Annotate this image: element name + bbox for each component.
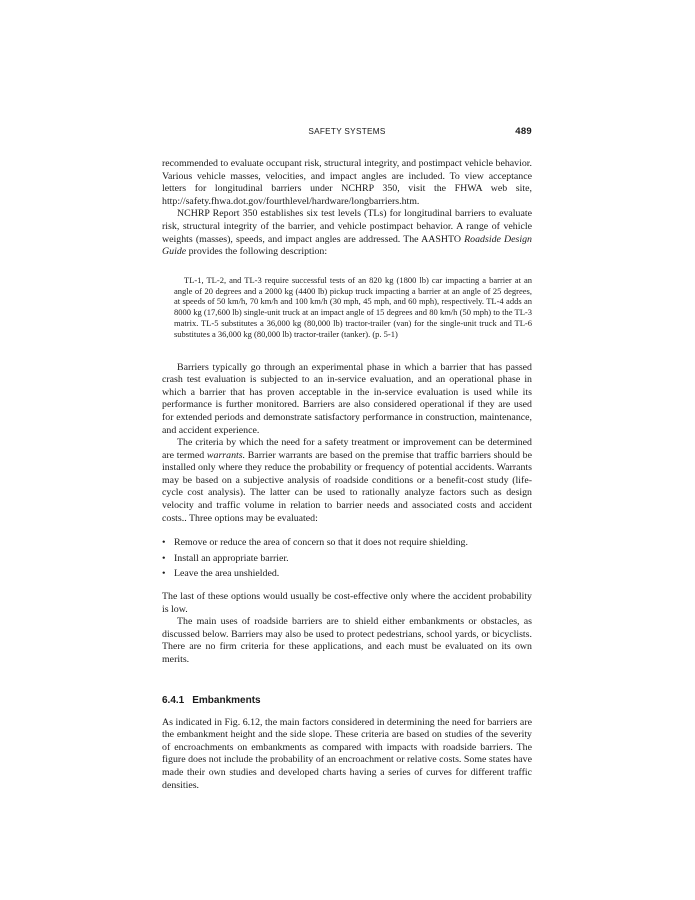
- paragraph-1: recommended to evaluate occupant risk, structural integrity, and postimpact vehicle behavior. Various vehicle masses, velocities, and impact angles are included. To view acceptance letters for longitudinal barriers under NCHRP 350, visit the FHWA web site, http://safety.fhwa.dot.gov/fourthlevel/hardware/longbarriers.htm.: [162, 158, 532, 207]
- bullet-icon: •: [162, 568, 166, 580]
- paragraph-2-text-b: provides the following description:: [186, 246, 328, 258]
- paragraph-4-text-a: The criteria by which the need for a safety treatment or improvement can be determined are termed: [162, 437, 532, 461]
- list-item-text: Leave the area unshielded.: [174, 568, 280, 580]
- options-list: [162, 537, 532, 581]
- running-header: [162, 124, 532, 140]
- section-title: Embankments: [192, 694, 261, 706]
- section-number: 6.4.1: [162, 694, 185, 706]
- list-item: [162, 537, 532, 550]
- block-quote: TL-1, TL-2, and TL-3 require successful tests of an 820 kg (1800 lb) car impacting a barrier at an angle of 20 degrees and a 2000 kg (4400 lb) pickup truck impacting a barrier at an angle of 25 degrees, at speeds of 50 km/h, 70 km/h and 100 km/h (30 mph, 45 mph, and 60 mph), respectively. TL-4 adds an 8000 kg (17,600 lb) single-unit truck at an impact angle of 15 degrees and 80 km/h (50 mph) to the TL-3 matrix. TL-5 substitutes a 36,000 kg (80,000 lb) tractor-trailer (van) for the single-unit truck and TL-6 substitutes a 36,000 kg (80,000 lb) tractor-trailer (tanker). (p. 5-1): [174, 274, 532, 339]
- bullet-icon: •: [162, 552, 166, 564]
- page-number: 489: [515, 126, 532, 137]
- paragraph-2: [162, 208, 532, 258]
- list-item: [162, 553, 532, 566]
- book-page: [162, 124, 532, 792]
- paragraph-4: [162, 437, 532, 525]
- body-text: [162, 158, 532, 792]
- book-title-roadside-design-guide: Roadside Design Guide: [162, 233, 532, 258]
- section-heading: [162, 695, 532, 707]
- list-item-text: Install an appropriate barrier.: [174, 552, 289, 564]
- paragraph-6: The main uses of roadside barriers are to shield either embankments or obstacles, as discussed below. Barriers may also be used to protect pedestrians, school yards, or bicyclists. There are no firm criteria for these applications, and each must be evaluated on its own merits.: [162, 616, 532, 665]
- list-item: [162, 568, 532, 581]
- paragraph-4-text-b: Barrier warrants are based on the premise that traffic barriers should be installed only where they reduce the probability or frequency of potential accidents. Warrants may be based on a subjective analysis of roadside conditions or a benefit-cost study (life-cycle cost analysis). The latter can be used to rationally analyze factors such as design velocity and traffic volume in relation to barrier needs and associated costs and accident costs.. Three options may be evaluated:: [162, 449, 532, 524]
- running-title: SAFETY SYSTEMS: [308, 127, 386, 136]
- paragraph-3: Barriers typically go through an experimental phase in which a barrier that has passed crash test evaluation is subjected to an in-service evaluation, and an operational phase in which a barrier that has proven acceptable in the in-service evaluation is used while its performance is further monitored. Barriers are also considered operational if they are used for extended periods and demonstrate satisfactory performance in construction, maintenance, and accident experience.: [162, 361, 532, 436]
- term-warrants: warrants.: [206, 449, 246, 461]
- paragraph-5: The last of these options would usually be cost-effective only where the accident probability is low.: [162, 591, 532, 615]
- list-item-text: Remove or reduce the area of concern so that it does not require shielding.: [174, 537, 468, 549]
- bullet-icon: •: [162, 537, 166, 549]
- paragraph-2-text-a: NCHRP Report 350 establishes six test levels (TLs) for longitudinal barriers to evaluate risk, structural integrity of the barrier, and vehicle postimpact behavior. A range of vehicle weights (masses), speeds, and impact angles are addressed. The AASHTO: [162, 208, 532, 245]
- paragraph-7: As indicated in Fig. 6.12, the main factors considered in determining the need for barriers are the embankment height and the side slope. These criteria are based on studies of the severity of encroachments on embankments as compared with impacts with roadside barriers. The figure does not include the probability of an encroachment or relative costs. Some states have made their own studies and developed charts having a series of curves for different traffic densities.: [162, 716, 532, 791]
